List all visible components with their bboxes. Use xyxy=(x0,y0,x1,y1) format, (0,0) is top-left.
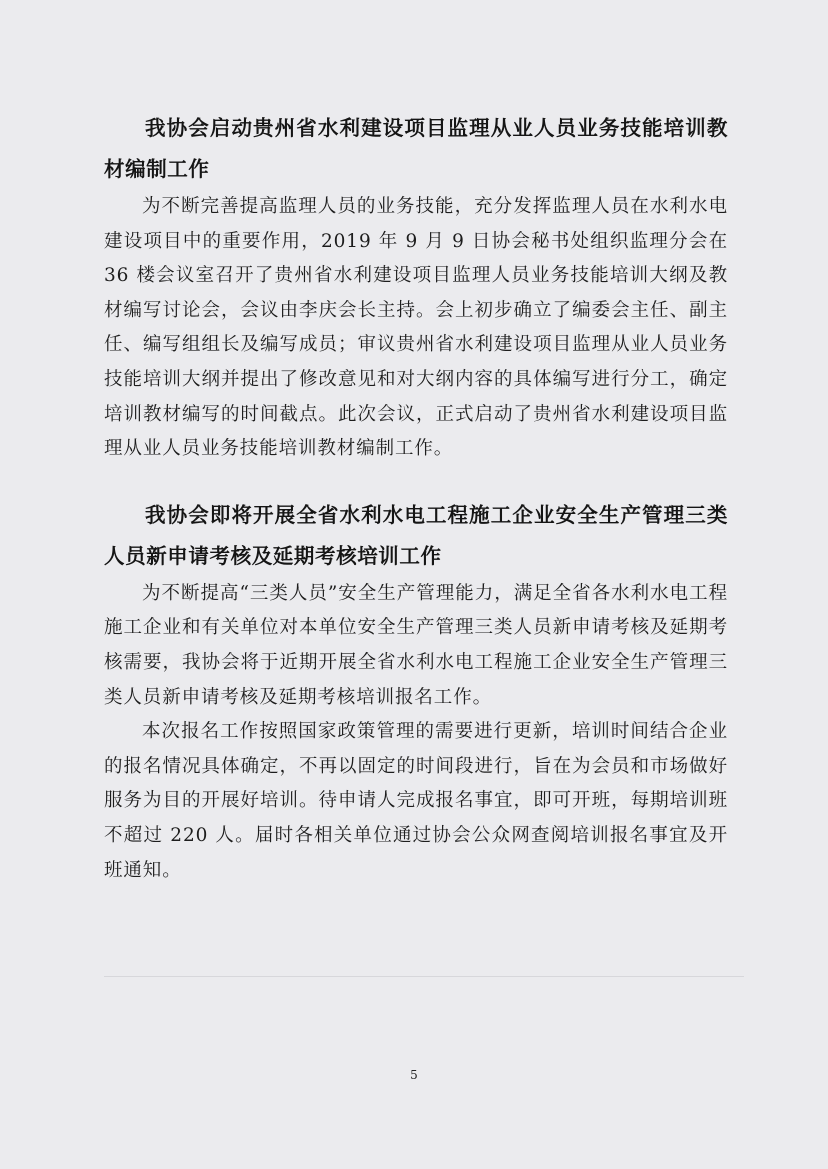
faint-rule xyxy=(104,976,744,977)
section-paragraph: 为不断提高“三类人员”安全生产管理能力，满足全省各水利水电工程施工企业和有关单位对本单位安全生产管理三类人员新申请考核及延期考核需要，我协会将于近期开展全省水利水电工程施工企业安全生产管理三类人员新申请考核及延期考核培训报名工作。 xyxy=(104,582,728,708)
section-paragraph: 为不断完善提高监理人员的业务技能，充分发挥监理人员在水利水电建设项目中的重要作用，2019 年 9 月 9 日协会秘书处组织监理分会在 36 楼会议室召开了贵州省水利建设项目监理人员业务技能培训大纲及教材编写讨论会，会议由李庆会长主持。会上初步确立了编委会主任、副主任、编写组组长及编写成员；审议贵州省水利建设项目监理从业人员业务技能培训大纲并提出了修改意见和对大纲内容的具体编写进行分工，确定培训教材编写的时间截点。此次会议，正式启动了贵州省水利建设项目监理从业人员业务技能培训教材编制工作。 xyxy=(104,196,728,460)
section-heading: 我协会即将开展全省水利水电工程施工企业安全生产管理三类人员新申请考核及延期考核培训工作 xyxy=(104,502,728,568)
document-body xyxy=(104,108,728,888)
section-safety-training xyxy=(104,495,728,888)
section-heading: 我协会启动贵州省水利建设项目监理从业人员业务技能培训教材编制工作 xyxy=(104,116,728,181)
section-supervision-training xyxy=(104,108,728,467)
section-paragraph: 本次报名工作按照国家政策管理的需要进行更新，培训时间结合企业的报名情况具体确定，不再以固定的时间段进行，旨在为会员和市场做好服务为目的开展好培训。待申请人完成报名事宜，即可开班，每期培训班不超过 220 人。届时各相关单位通过协会公众网查阅培训报名事宜及开班通知。 xyxy=(104,721,728,881)
page-number: 5 xyxy=(410,1068,418,1082)
